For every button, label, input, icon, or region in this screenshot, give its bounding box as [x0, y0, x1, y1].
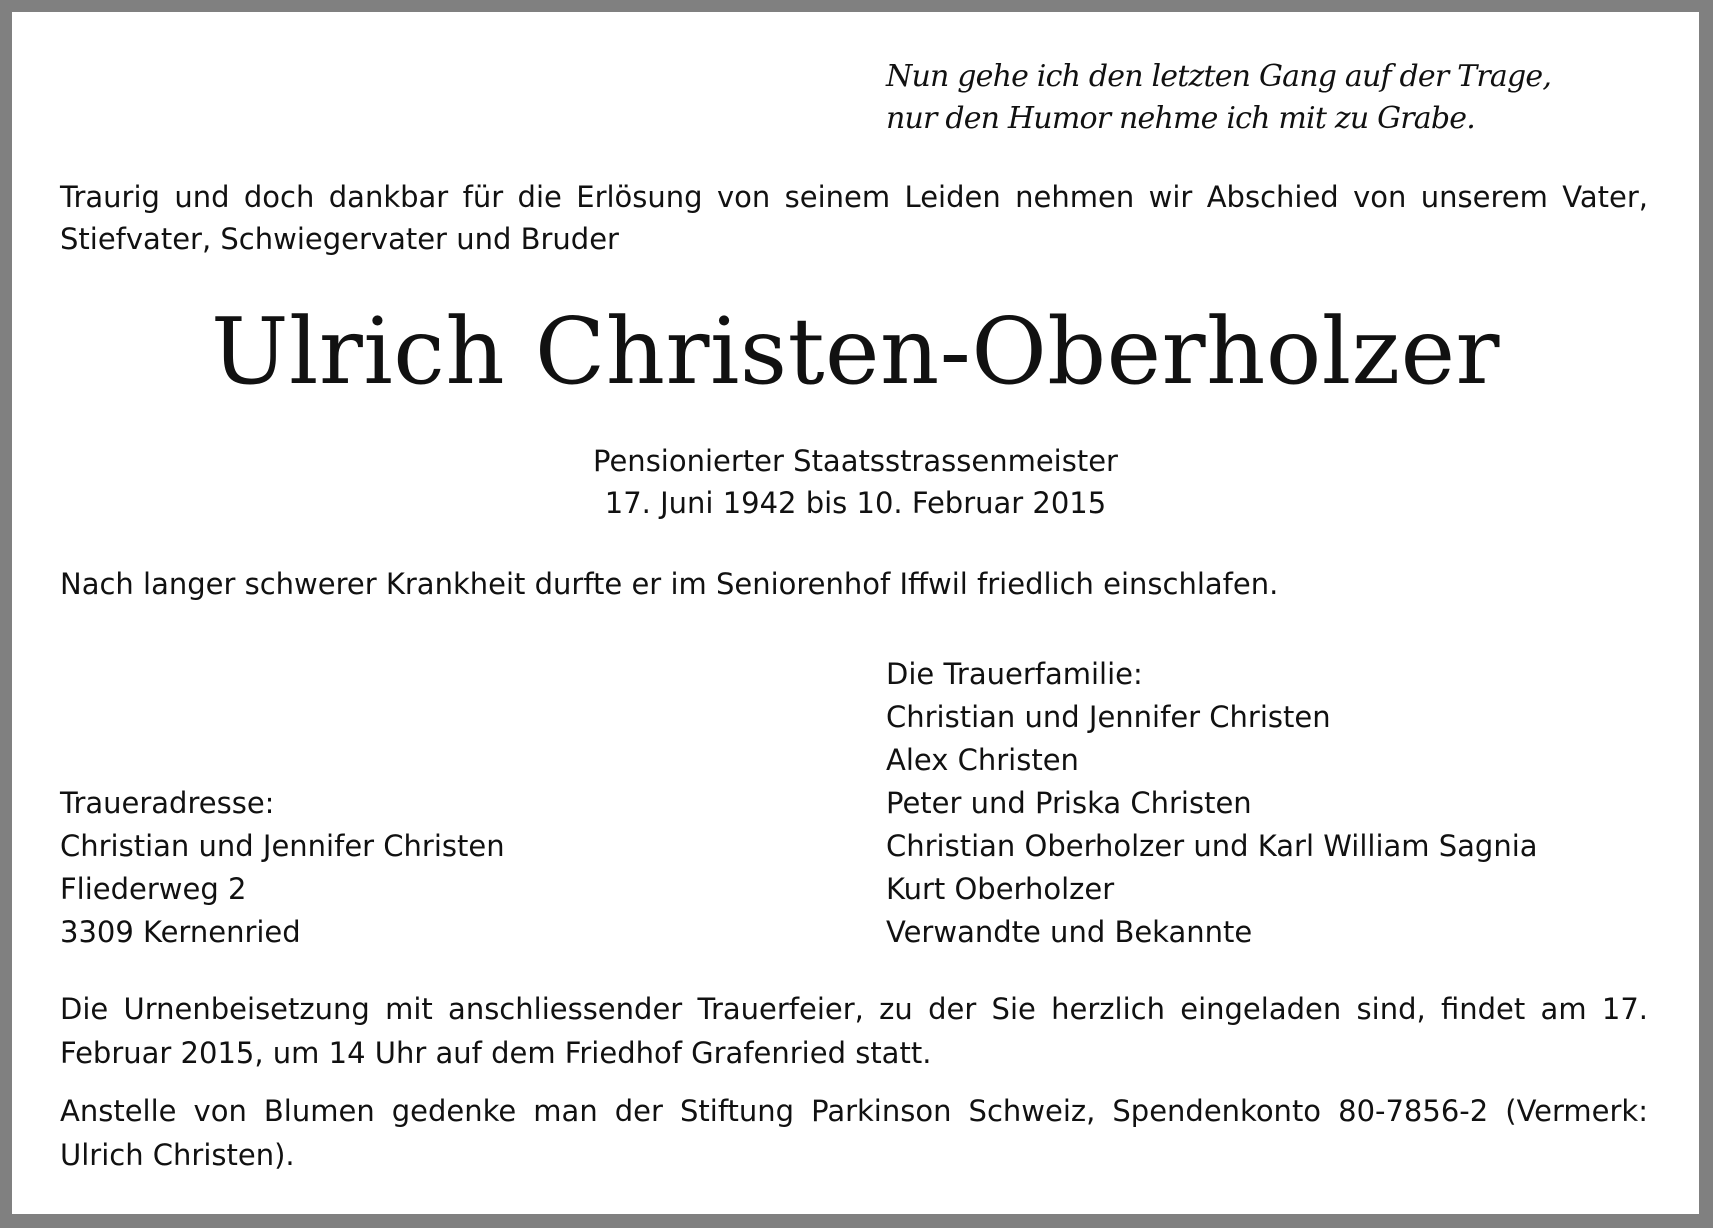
- deceased-details: [12, 440, 1699, 524]
- motto-line-2: nur den Humor nehme ich mit zu Grabe.: [886, 101, 1475, 136]
- family-member: Verwandte und Bekannte: [886, 915, 1253, 949]
- deceased-lifespan: 17. Juni 1942 bis 10. Februar 2015: [604, 486, 1107, 520]
- family-member: Christian Oberholzer und Karl William Sagnia: [886, 829, 1538, 863]
- donation-info: Anstelle von Blumen gedenke man der Stiftung Parkinson Schweiz, Spendenkonto 80-7856-2 (Vermerk: Ulrich Christen).: [60, 1094, 1648, 1172]
- motto-line-1: Nun gehe ich den letzten Gang auf der Trage,: [886, 59, 1552, 94]
- family-heading: Die Trauerfamilie:: [886, 657, 1143, 691]
- intro-text: Traurig und doch dankbar für die Erlösung von seinem Leiden nehmen wir Abschied von unserem Vater, Stiefvater, Schwiegervater und Bruder: [60, 180, 1648, 256]
- family-member: Peter und Priska Christen: [886, 786, 1252, 820]
- mourning-address: [60, 782, 505, 954]
- family-member: Kurt Oberholzer: [886, 872, 1115, 906]
- address-name: Christian und Jennifer Christen: [60, 829, 505, 863]
- family-member: Alex Christen: [886, 743, 1079, 777]
- address-heading: Traueradresse:: [60, 786, 275, 820]
- motto-quote: [886, 56, 1551, 140]
- family-member: Christian und Jennifer Christen: [886, 700, 1331, 734]
- deceased-occupation: Pensionierter Staatsstrassenmeister: [593, 444, 1118, 478]
- address-street: Fliederweg 2: [60, 872, 247, 906]
- obituary-notice: [12, 12, 1699, 1214]
- deceased-name: Ulrich Christen-Oberholzer: [210, 298, 1501, 405]
- passing-notice: Nach langer schwerer Krankheit durfte er im Seniorenhof Iffwil friedlich einschlafen.: [60, 567, 1279, 601]
- ceremony-info: Die Urnenbeisetzung mit anschliessender Trauerfeier, zu der Sie herzlich eingeladen sind, findet am 17. Februar 2015, um 14 Uhr auf dem Friedhof Grafenried statt.: [60, 992, 1648, 1070]
- mourning-family: [886, 653, 1538, 954]
- address-city: 3309 Kernenried: [60, 915, 301, 949]
